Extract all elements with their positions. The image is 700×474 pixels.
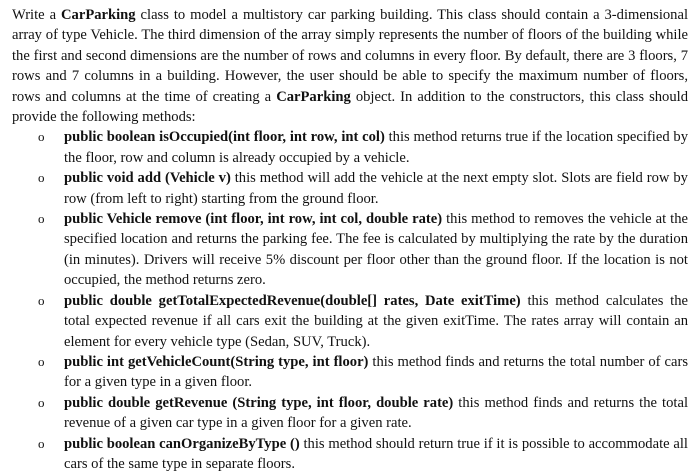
method-description: this method finds and returns the total revenue of a given car type in a given floor for a given rate. [64, 394, 688, 432]
method-signature: public double getRevenue (String type, int floor, double rate) [64, 394, 454, 411]
bullet-icon: o [38, 129, 45, 145]
method-description: this method will add the vehicle at the next empty slot. Slots are field row by row (from left to right) starting from the ground floor. [64, 170, 688, 207]
method-signature: public int getVehicleCount(String type, int floor) [64, 353, 369, 370]
bullet-icon: o [38, 353, 45, 369]
method-item [38, 209, 688, 291]
intro-text-2: class to model a multistory car parking building. This class should contain a 3-dimensional array of type Vehicle. The third dimension of the array simply represents the number of floors of the building while the first and second dimensions are the number of rows and columns in every floor. By default, there are 3 floors, 7 rows and 7 columns in a building. However, the user should be able to specify the maximum number of floors, rows and columns at the time of creating a [12, 7, 688, 105]
method-description: this method finds and returns the total number of cars for a given type in a given floor. [64, 353, 689, 391]
method-signature: public void add (Vehicle v) [64, 170, 231, 187]
method-item [38, 127, 688, 168]
bullet-icon: o [38, 170, 45, 186]
intro-paragraph [12, 5, 688, 127]
intro-text-1: Write a [12, 7, 61, 23]
method-signature: public boolean canOrganizeByType () [64, 435, 300, 452]
bullet-icon: o [38, 435, 45, 451]
method-description: this method to removes the vehicle at the specified location and returns the parking fee. The fee is calculated by multiplying the rate by the duration (in minutes). Drivers will receive 5% discount per floor other than the ground floor. If the location is not occupied, the method returns zero. [64, 211, 688, 289]
object-name: CarParking [276, 88, 351, 105]
method-list [12, 127, 688, 474]
bullet-icon: o [38, 394, 45, 410]
method-item [38, 352, 689, 393]
method-signature: public boolean isOccupied(int floor, int row, int col) [64, 129, 385, 146]
class-name: CarParking [61, 7, 136, 23]
intro-text-3: object. In addition to the constructors, this class should provide the following methods: [12, 88, 688, 126]
method-item [38, 393, 688, 434]
method-signature: public double getTotalExpectedRevenue(double[] rates, Date exitTime) [64, 292, 521, 309]
method-item [38, 291, 688, 352]
method-description: this method should return true if it is possible to accommodate all cars of the same type in separate floors. [64, 435, 688, 472]
bullet-icon: o [38, 211, 45, 227]
bullet-icon: o [38, 292, 45, 308]
method-item [38, 434, 688, 474]
method-description: this method calculates the total expected revenue if all cars exit the building at the given exitTime. The rates array will contain an element for every vehicle type (Sedan, SUV, Truck). [64, 292, 688, 350]
method-description: this method returns true if the location specified by the floor, row and column is already occupied by a vehicle. [64, 129, 688, 166]
method-signature: public Vehicle remove (int floor, int row, int col, double rate) [64, 211, 443, 228]
method-item [38, 168, 688, 209]
